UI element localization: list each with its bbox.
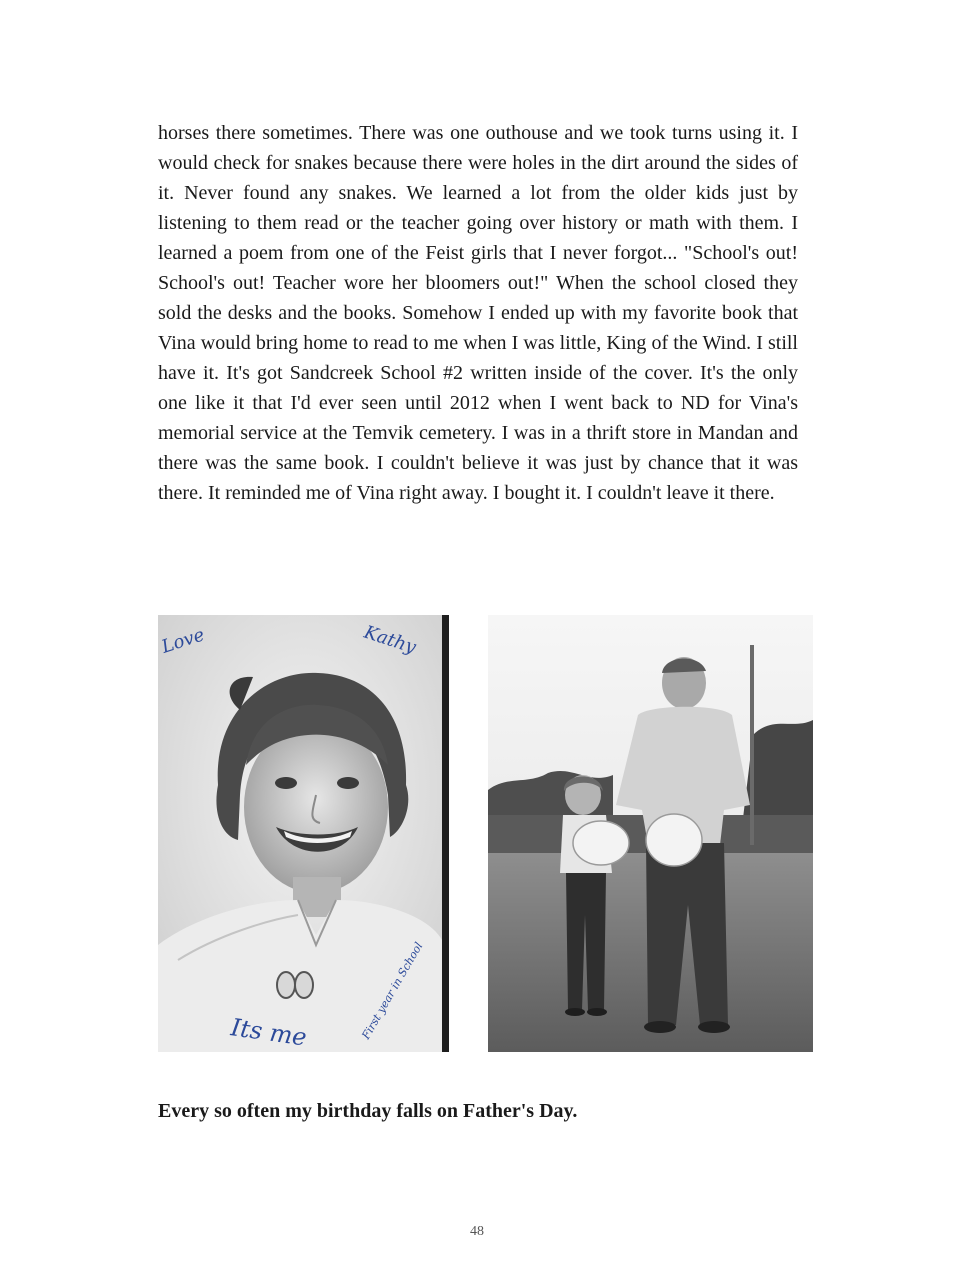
- handwriting-kathy: Kathy: [361, 621, 419, 659]
- handwriting-its-me: Its me: [229, 1013, 309, 1052]
- page-number: 48: [470, 1224, 484, 1239]
- father-daughter-photo: [488, 615, 813, 1052]
- body-paragraph: horses there sometimes. There was one outhouse and we took turns using it. I would check for snakes because there were holes in the dirt around the sides of it. Never found any snakes. We learned a lot from the older kids just by listening to them read or the teacher going over history or math with them. I learned a poem from one of the Feist girls that I never forgot... "School's out! School's out! Teacher wore her bloomers out!" When the school closed they sold the desks and the books. Somehow I ended up with my favorite book that Vina would bring home to read to me when I was little, King of the Wind. I still have it. It's got Sandcreek School #2 written inside of the cover. It's the only one like it that I'd ever seen until 2012 when I went back to ND for Vina's memorial service at the Temvik cemetery. I was in a thrift store in Mandan and there was the same book. I couldn't believe it was just by chance that it was there. It reminded me of Vina right away. I bought it. I couldn't leave it there.: [158, 122, 798, 504]
- school-portrait-photo: [158, 615, 449, 1052]
- handwriting-first-year: First year in School: [359, 940, 426, 1042]
- handwriting-love: Love: [159, 624, 208, 658]
- photo-caption: Every so often my birthday falls on Father's Day.: [158, 1100, 578, 1122]
